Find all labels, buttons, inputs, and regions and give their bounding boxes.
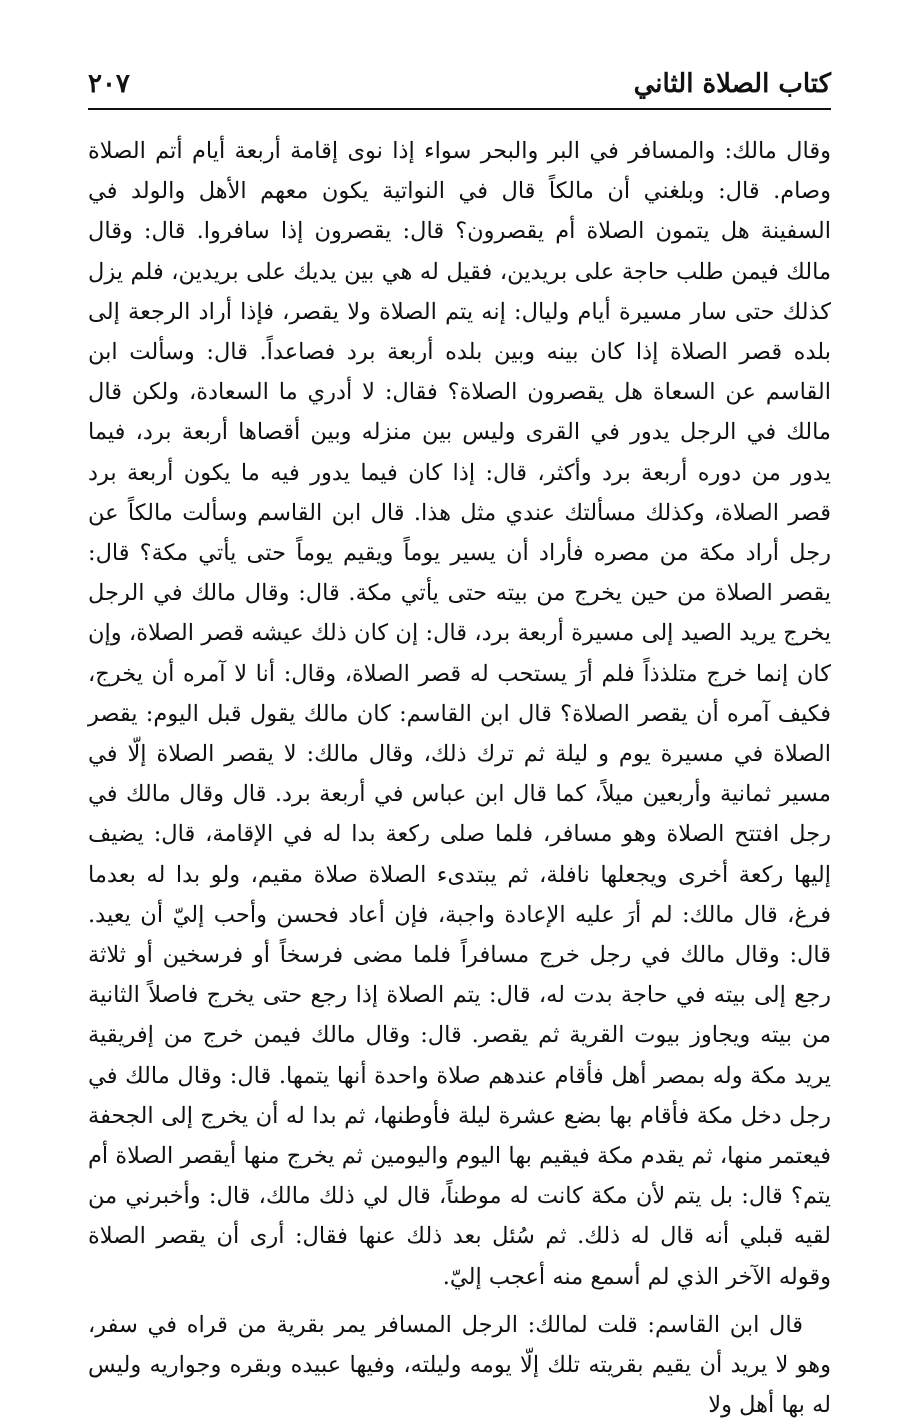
paragraph-1: وقال مالك: والمسافر في البر والبحر سواء إذا نوى إقامة أربعة أيام أتم الصلاة وصام. قال: وبلغني أن مالكاً قال في النواتية يكون معهم الأهل والولد في السفينة هل يتمون الصلاة أم يقصرون؟ قال: يقصرون إذا سافروا. قال: وقال مالك فيمن طلب حاجة على بريدين، فقيل له هي بين يديك على بريدين، فلم يزل كذلك حتى سار مسيرة أيام وليال: إنه يتم الصلاة ولا يقصر، فإذا أراد الرجعة إلى بلده قصر الصلاة إذا كان بينه وبين بلده أربعة برد فصاعداً. قال: وسألت ابن القاسم عن السعاة هل يقصرون الصلاة؟ فقال: لا أدري ما السعادة، ولكن قال مالك في الرجل يدور في القرى وليس بين منزله وبين أقصاها أربعة برد، فيما يدور من دوره أربعة برد وأكثر، قال: إذا كان فيما يدور فيه ما يكون أربعة برد قصر الصلاة، وكذلك مسألتك عندي مثل هذا. قال ابن القاسم وسألت مالكاً عن رجل أراد مكة من مصره فأراد أن يسير يوماً ويقيم يوماً حتى يأتي مكة؟ قال: يقصر الصلاة من حين يخرج من بيته حتى يأتي مكة. قال: وقال مالك في الرجل يخرج يريد الصيد إلى مسيرة أربعة برد، قال: إن كان ذلك عيشه قصر الصلاة، وإن كان إنما خرج متلذذاً فلم أرَ يستحب له قصر الصلاة، وقال: أنا لا آمره أن يخرج، فكيف آمره أن يقصر الصلاة؟ قال ابن القاسم: كان مالك يقول قبل اليوم: يقصر الصلاة في مسيرة يوم و ليلة ثم ترك ذلك، وقال مالك: لا يقصر الصلاة إلّا في مسير ثمانية وأربعين ميلاً، كما قال ابن عباس في أربعة برد. قال وقال مالك في رجل افتتح الصلاة وهو مسافر، فلما صلى ركعة بدا له في الإقامة، قال: يضيف إليها ركعة أخرى ويجعلها نافلة، ثم يبتدىء الصلاة صلاة مقيم، ولو بدا له بعدما فرغ، قال مالك: لم أرَ عليه الإعادة واجبة، فإن أعاد فحسن وأحب إليّ أن يعيد. قال: وقال مالك في رجل خرج مسافراً فلما مضى فرسخاً أو فرسخين أو ثلاثة رجع إلى بيته في حاجة بدت له، قال: يتم الصلاة إذا رجع حتى يخرج فاصلاً الثانية من بيته ويجاوز بيوت القرية ثم يقصر. قال: وقال مالك فيمن خرج من إفريقية يريد مكة وله بمصر أهل فأقام عندهم صلاة واحدة أنها يتمها. قال: وقال مالك في رجل دخل مكة فأقام بها بضع عشرة ليلة فأوطنها، ثم بدا له أن يخرج إلى الجحفة فيعتمر منها، ثم يقدم مكة فيقيم بها اليوم واليومين ثم يخرج منها أيقصر الصلاة أم يتم؟ قال: بل يتم لأن مكة كانت له موطناً، قال لي ذلك مالك، قال: وأخبرني من لقيه قبلي أنه قال له ذلك. ثم سُئل بعد ذلك عنها فقال: أرى أن يقصر الصلاة وقوله الآخر الذي لم أسمع منه أعجب إليّ. xyxy=(88,138,831,1290)
running-header xyxy=(88,66,831,106)
header-divider xyxy=(88,108,831,110)
page-number: ٢٠٧ xyxy=(88,69,130,99)
body-text xyxy=(88,131,831,1426)
paragraph-2: قال ابن القاسم: قلت لمالك: الرجل المسافر يمر بقرية من قراه في سفر، وهو لا يريد أن يقيم بقريته تلك إلّا يومه وليلته، وفيها عبيده وبقره وجواريه وليس له بها أهل ولا xyxy=(88,1311,831,1419)
chapter-title: كتاب الصلاة الثاني xyxy=(633,69,831,99)
